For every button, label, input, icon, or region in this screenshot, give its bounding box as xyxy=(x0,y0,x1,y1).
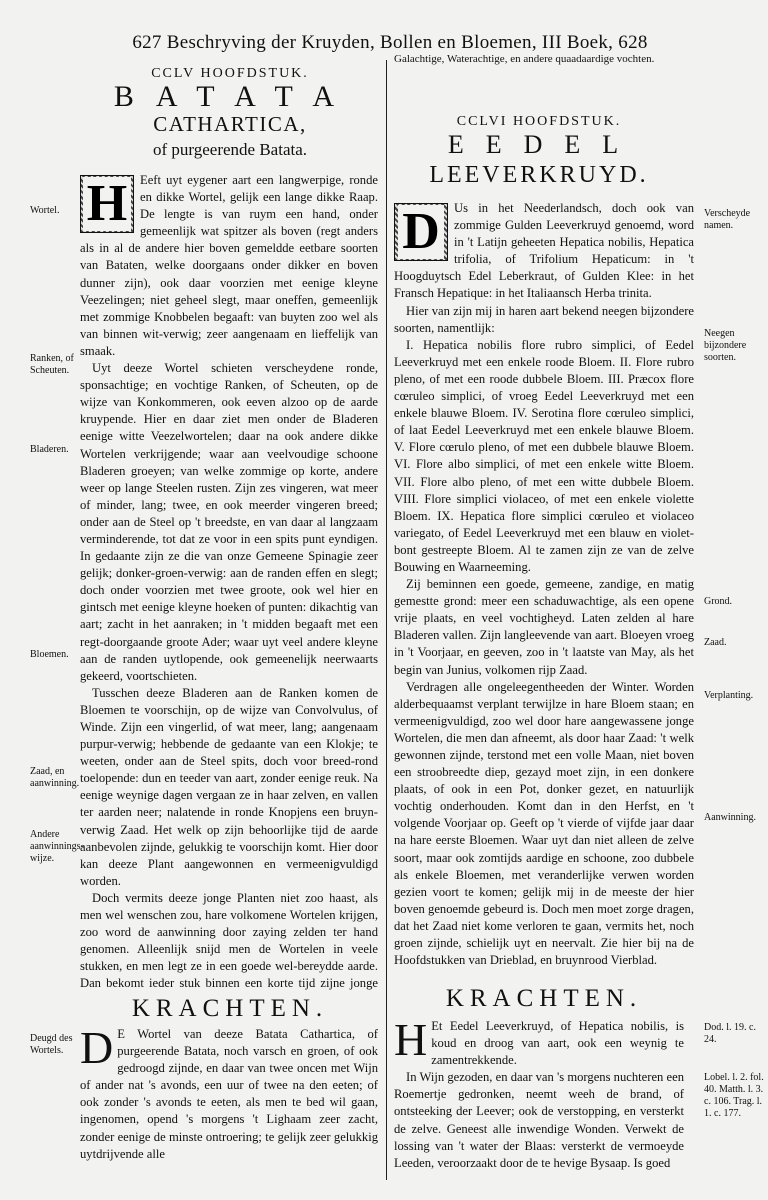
left-body xyxy=(80,172,378,992)
right-body xyxy=(394,200,694,980)
initial-h: H xyxy=(394,1018,428,1065)
left-krachten-heading: KRACHTEN. xyxy=(131,995,329,1022)
left-paragraph-2: Uyt deeze Wortel schieten verscheydene ronde, sponsachtige; en vochtige Ranken, of Scheuten, op de wijze van Konkommeren, ook eeven alzoo op de aarde kruypende. Hier en daar ziet men onder de Bladeren eenige witte Veezelwortelen; daar na ook andere dikke Wortelen verkrijgende; waar aan veelvoudige schoone Bladeren groeyen; van welke zommige op korte, andere weer op lange Steelen rusten. Zijn zes vingeren, wat meer of minder, lang; twee, en ook meerder vingeren breed; onder aan de Steel op 't breedste, en van daar al langzaam verminderende, tot dat ze voor in een spits punt eyndigen. In gedaante zijn ze die van onze Gemeene Spinagie zeer gelijk; donker-groen-verwig: aan de randen effen en slegt; doch onder voorzien met twee groote, ook wel hier en gintsch met eenige kleyne hoeken of punten: dikachtig van aart; zacht in het aanraken; in 't midden begaaft met een regt-doorgaande groote Ader; waar uyt veel andere kleyne aan de randen uytlopende, ook gemeenelijk neerwaarts gekeerd, voortschieten. xyxy=(80,361,378,683)
decorated-initial-d: D xyxy=(394,203,448,261)
margin-note-grond: Grond. xyxy=(704,596,733,607)
right-paragraph-5: Verdragen alle ongeleegentheeden der Winter. Worden alderbequaamst verplant terwijlze in hare Bloem staan; en vermeenigvuldigd, zoo wel door hare aangewassene jonge Wortelen, die men dan afneemt, als door haar Zaad: 't welk gewonnen zijnde, terstond met een volle Maan, niet boven een stroobreedte diep, gezayd moet zijn, in een donkere plaats, of ook in een Pot, donker gezet, en natuurlijk vochtig onderhouden. Komt dan in den Herfst, en 't volgende Voorjaar op. Geeft op 't vierde of vijfde jaar daar na hare eerste Bloemen. Waar uyt dan niet alleen de zelve soort, maar ook zomtijds aardige en schoone, zoo dubbele als enkele Bloemen, met veranderlijke verwen worden gezien voort te komen; gelijk mij in de meeste der hier boven genoemde gebeurd is. Doch men moet zorge dragen, dat het Zaad niet kome verloren te gaan, vermits het, noch groen zijnde, schielijk uyt en neervalt. Zie hier bij na de Hoofdstukken van Drieblad, en bruynrood Vierblad. xyxy=(394,679,694,968)
margin-note-neegen-soorten: Neegen bijzondere soorten. xyxy=(704,328,747,363)
right-krachten-paragraph-1: Et Eedel Leeverkruyd, of Hepatica nobilis, is koud en droog van aart, ook een weynig te zamentrekkende. xyxy=(431,1019,684,1068)
margin-note-bladeren: Bladeren. xyxy=(30,444,69,455)
left-paragraph-1: Eeft uyt eygener aart een langwerpige, ronde en dikke Wortel, gelijk een lange dikke Raap. De lengte is van ruym een hand, onder gemeenlijk wat spitzer als boven (regt anders als in al de andere hier boven gemeldde eetbare soorten van Bataten, welke doorgaans onder dikker en boven dunner zijn), ook daar voorzien met eenige kleyne Veezelingen; niet geheel slegt, maar oneffen, gemeenlijk met zommige Knobbelen begaaft: van buyten zoo wel als van binnen wit-verwig; zeer aangenaam en lieffelijk van smaak. xyxy=(80,173,378,358)
margin-note-andere-aanwinning: Andere aanwinnings-wijze. xyxy=(30,829,84,864)
margin-note-zaad: Zaad, en aanwinning. xyxy=(30,766,80,789)
margin-note-wortel: Wortel. xyxy=(30,205,60,216)
right-paragraph-4: Zij beminnen een goede, gemeene, zandige, en matig gemestte grond: meer een schaduwachtige, als een opene vrije plaats, en veel vochtigheyd. Laten zelden al hare Bladeren vallen. Zijn langleevende van aart. Bloeyen vroeg in 't Voorjaar, en geeven, zoo in 't laatste van May, als het begin van Junius, volkomen rijp Zaad. xyxy=(394,577,694,677)
right-krachten-body xyxy=(394,1018,684,1190)
right-paragraph-1: Us in het Neederlandsch, doch ook van zommige Gulden Leeverkruyd genoemd, word in 't Latijn geheeten Hepatica nobilis, Hepatica trifolia, of Trifolium Hepaticum: in 't Hoogduytsch Edel Leberkraut, of Gulden Klee: in het Fransch Hepatique: in het Italiaansch Herba trinita. xyxy=(394,201,694,301)
margin-note-deugd: Deugd des Wortels. xyxy=(30,1033,73,1056)
margin-note-bloemen: Bloemen. xyxy=(30,649,69,660)
left-krachten-paragraph: E Wortel van deeze Batata Cathartica, of purgeerende Batata, noch varsch en groen, of ook gedroogd zijnde, en daar van twee oncen met Wijn of ander nat 's avonds, een uur of twee na den eeten; of ook zonder 's avonds te eeten, als men te bed wil gaan, ingenomen, opend 's morgens 't Lighaam zeer zacht, zonder eenige de minste ontroering; te gelijk zeer gelukkig uytdrijvende alle xyxy=(80,1027,378,1161)
column-divider xyxy=(386,60,387,1180)
margin-note-zaad-right: Zaad. xyxy=(704,637,727,648)
left-title-cathartica: CATHARTICA, xyxy=(153,112,307,136)
right-paragraph-3: I. Hepatica nobilis flore rubro simplici, of Eedel Leeverkruyd met een enkele roode Bloem. II. Flore rubro pleno, of met een roode dubbele Bloem. III. Præcox flore cœruleo simplici, of vroeg Eedel Leeverkruyd met een enkele blauwe Bloem. IV. Serotina flore cœruleo simplici, of laat Eedel Leeverkruyd met een enkele blauwe Bloem. V. Flore cœrulo pleno, of met een dubbele blauwe Bloem. VI. Flore albo simplici, of met een enkele witte Bloem. VII. Flore albo pleno, of met een witte dubbele Bloem. VIII. Flore simplici violaceo, of met een enkele violette Bloem. IX. Hepatica flore simplici cœruleo et violaceo variegato, of Eedel Leeverkruyd met een blauw en violet-bont gestreepte Bloem. Al te zamen zijn ze van de zelve Bouwing en Waarneeming. xyxy=(394,337,694,574)
left-paragraph-3: Tusschen deeze Bladeren aan de Ranken komen de Bloemen te voorschijn, op de wijze van Convolvulus, of Winde. Zijn een vingerlid, of wat meer, lang; aangenaam purpur-verwig; hebbende de gedaante van een Klokje; te weeten, onder aan de Steel spits, doch voor breed-rond toelopende: dun en teeder van aart, zonder eenige reuk. Na eenige weynige dagen vergaan ze in haar zelven, en vallen ter aarden neer; nalatende in ronde Knopjens een bruyn-verwig Zaad. Het welk op zijn behoorlijke tijd de aarde aanbevolen zijnde, gelukkig te voorschijn komt. Hier door kan deeze Plant aangewonnen en vermeenigvuldigd worden. xyxy=(80,685,378,888)
margin-note-verplanting: Verplanting. xyxy=(704,690,754,701)
right-krachten-heading: KRACHTEN. xyxy=(445,985,643,1012)
initial-d: D xyxy=(80,1026,114,1073)
margin-note-references: Lobel. l. 2. fol. 40. Matth. l. 3. c. 106. Trag. l. 1. c. 177. xyxy=(704,1072,764,1119)
decorated-initial-h: H xyxy=(80,175,134,233)
right-title-leeverkruyd: LEEVERKRUYD. xyxy=(429,162,649,188)
margin-note-dodonaeus-ref: Dod. l. 19. c. 24. xyxy=(704,1022,756,1045)
left-krachten-body xyxy=(80,1026,378,1191)
right-title-eedel: EEDEL xyxy=(447,130,641,159)
left-paragraph-4: Doch vermits deeze jonge Planten niet zoo haast, als men wel wenschen zou, hare volkomene Wortelen krijgen, zoo word de aanwinning door zaying zelden ter hand genomen. Alleenlijk snijd men de Wortelen in veele stukken, en men legt ze in een goede wel-bereydde aarde. Dan bekomt ieder stuk binnen een korte tijd zijne jonge xyxy=(80,890,378,991)
left-subtitle: of purgeerende Batata. xyxy=(152,140,308,159)
left-title-batata: BATATA xyxy=(113,80,357,113)
running-head: 627 Beschryving der Kruyden, Bollen en Bloemen, III Boek, 628 xyxy=(132,32,648,53)
right-krachten-paragraph-2: In Wijn gezoden, en daar van 's morgens nuchteren een Roemertje gedronken, neemt weeh de brand, of ontsteeking der Leever; ook de verstopping, en versterkt de zelve. Geneest alle inwendige Wonden. Verwekt de lossing van 't water der Blaas: versterkt de vermoeyde Leeden, veroorzaakt door de te hevige Bysaap. Is goed xyxy=(394,1070,684,1170)
margin-note-ranken: Ranken, of Scheuten. xyxy=(30,353,74,376)
margin-note-aanwinning: Aanwinning. xyxy=(704,812,756,823)
right-chapter-heading: CCLVI HOOFDSTUK. xyxy=(456,114,622,129)
right-top-continuation: Galachtige, Waterachtige, en andere quaadaardige vochten. xyxy=(394,53,655,65)
right-paragraph-2: Hier van zijn mij in haren aart bekend neegen bijzondere soorten, namentlijk: xyxy=(394,303,694,335)
margin-note-verscheyde-namen: Verscheyde namen. xyxy=(704,208,751,231)
left-chapter-heading: CCLV HOOFDSTUK. xyxy=(151,66,309,81)
